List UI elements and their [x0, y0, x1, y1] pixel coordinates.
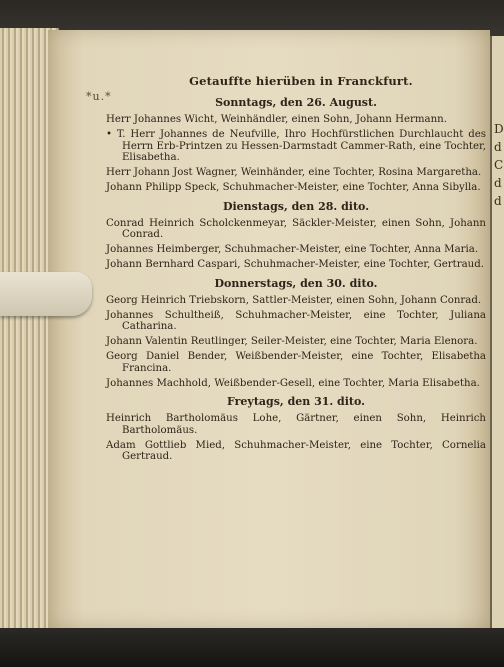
baptism-entry: Georg Daniel Bender, Weißbender-Meister, eine Tochter, Elisabetha Francina.: [106, 351, 486, 374]
fragment: d: [494, 176, 502, 190]
section-heading: Freytags, den 31. dito.: [227, 395, 365, 408]
baptism-entry: Conrad Heinrich Scholckenmeyar, Säckler-Meister, einen Sohn, Johann Conrad.: [106, 217, 486, 240]
section-heading: Donnerstags, den 30. dito.: [214, 276, 378, 290]
baptism-entry: Herr Johannes Wicht, Weinhändler, einen Sohn, Johann Hermann.: [106, 114, 447, 125]
baptism-entry: Heinrich Bartholomäus Lohe, Gärtner, einen Sohn, Heinrich Bartholomäus.: [106, 413, 486, 436]
baptism-entry: • T. Herr Johannes de Neufville, Ihro Hochfürstlichen Durchlaucht des Herrn Erb-Printzen zu Hessen-Darmstadt Cammer-Rath, eine Tochter, Elisabetha.: [106, 129, 486, 163]
baptism-entry: Herr Johann Jost Wagner, Weinhänder, eine Tochter, Rosina Margaretha.: [106, 167, 482, 178]
section-heading: Dienstags, den 28. dito.: [222, 199, 370, 213]
baptism-entry: Johann Valentin Reutlinger, Seiler-Meister, eine Tochter, Maria Elenora.: [106, 336, 478, 347]
right-page-fragments: [494, 120, 504, 210]
page-title: Getauffte hierüben in Franckfurt.: [189, 74, 413, 88]
section-heading: Sonntags, den 26. August.: [215, 96, 377, 109]
baptism-entry: Georg Heinrich Triebskorn, Sattler-Meister, einen Sohn, Johann Conrad.: [106, 294, 482, 306]
fragment: d: [494, 140, 502, 154]
margin-mark: *u.*: [86, 90, 112, 103]
background-bottom: [0, 628, 504, 667]
baptism-entry: Johannes Heimberger, Schuhmacher-Meister, eine Tochter, Anna Maria.: [106, 244, 479, 255]
baptism-entry: Johann Philipp Speck, Schuhmacher-Meister, eine Tochter, Anna Sibylla.: [106, 182, 481, 193]
book-page: [48, 30, 490, 628]
baptism-entry: Johann Bernhard Caspari, Schuhmacher-Meister, eine Tochter, Gertraud.: [106, 259, 484, 270]
fragment: C: [494, 158, 504, 172]
page-content: [106, 74, 486, 466]
baptism-entry: Johannes Machhold, Weißbender-Gesell, eine Tochter, Maria Elisabetha.: [106, 377, 480, 389]
baptism-entry: Adam Gottlieb Mied, Schuhmacher-Meister, eine Tochter, Cornelia Gertraud.: [106, 439, 486, 462]
baptism-entry: Johannes Schultheiß, Schuhmacher-Meister, eine Tochter, Juliana Catharina.: [106, 309, 486, 332]
fragment: d: [494, 194, 502, 208]
page-clip: [0, 272, 92, 316]
fragment: D: [494, 122, 504, 136]
